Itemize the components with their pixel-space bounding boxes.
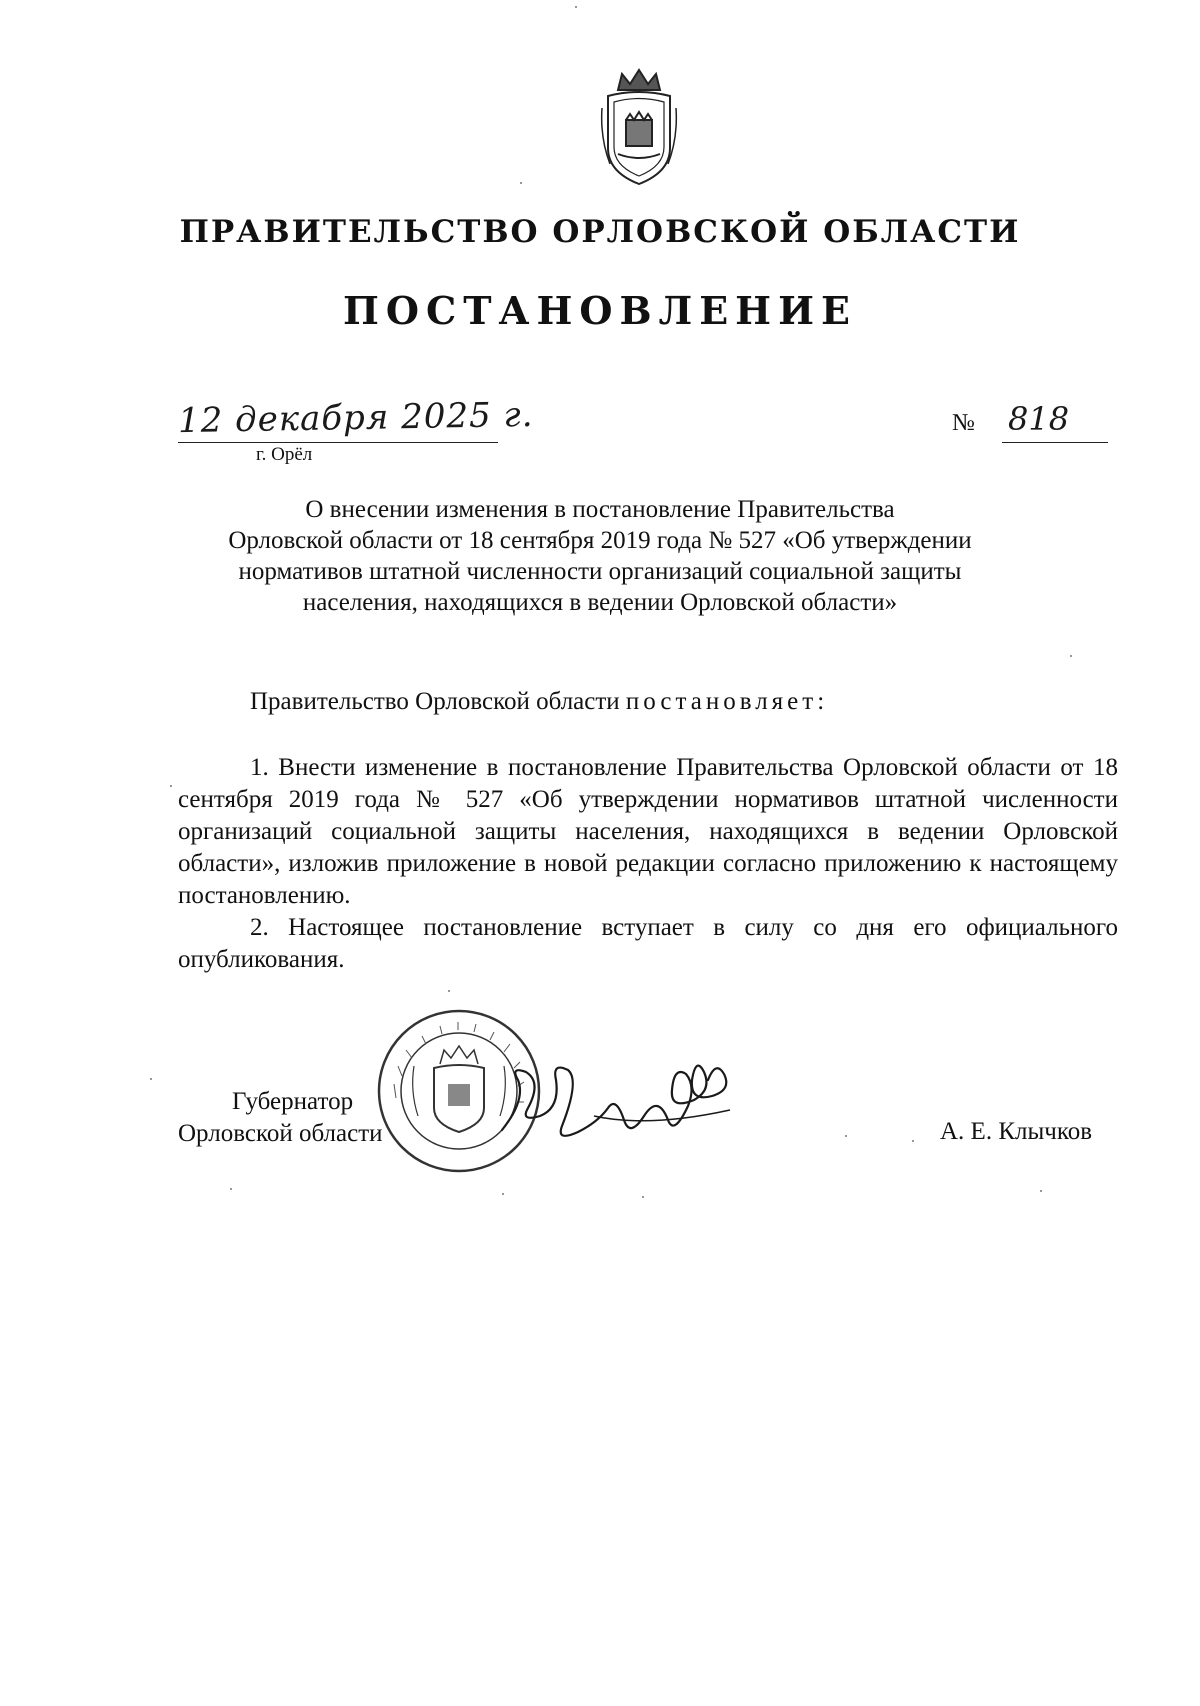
heading-line: населения, находящихся в ведении Орловской области»: [302, 589, 898, 616]
coat-of-arms-icon: [598, 68, 680, 188]
clause-2: 2. Настоящее постановление вступает в силу со дня его официального опубликования.: [178, 914, 1118, 973]
preamble: [250, 688, 828, 716]
preamble-verb: постановляет:: [625, 688, 829, 715]
government-title: ПРАВИТЕЛЬСТВО ОРЛОВСКОЙ ОБЛАСТИ: [179, 214, 1021, 250]
preamble-subject: Правительство Орловской области: [250, 688, 620, 715]
handwritten-date: 12 декабря 2025 г.: [177, 394, 534, 442]
handwritten-signature-icon: [498, 1050, 738, 1160]
heading-line: нормативов штатной численности организаций социальной защиты: [238, 558, 962, 585]
signer-name: А. Е. Клычков: [940, 1118, 1093, 1145]
date-underline: [178, 442, 498, 443]
heading-line: О внесении изменения в постановление Правительства: [305, 496, 895, 523]
document-heading: [210, 494, 990, 618]
heading-line: Орловской области от 18 сентября 2019 года № 527 «Об утверждении: [228, 527, 972, 554]
clause-1: 1. Внести изменение в постановление Правительства Орловской области от 18 сентября 2019 года № 527 «Об утверждении нормативов штатной численности организаций социальной защиты населения, находящихся в ведении Орловской области», изложив приложение в новой редакции согласно приложению к настоящему постановлению.: [178, 754, 1118, 909]
handwritten-number: 818: [1008, 400, 1070, 438]
city-label: г. Орёл: [256, 444, 313, 465]
document-number: [952, 410, 975, 437]
signatory-title-line1: Губернатор: [232, 1088, 354, 1115]
signatory-title-line2: Орловской области: [178, 1120, 383, 1147]
signatory-title: [178, 1086, 383, 1150]
number-sign: №: [952, 410, 975, 436]
document-kind-title: ПОСТАНОВЛЕНИЕ: [343, 288, 857, 333]
document-body: [178, 752, 1118, 976]
number-underline: [1002, 442, 1108, 443]
